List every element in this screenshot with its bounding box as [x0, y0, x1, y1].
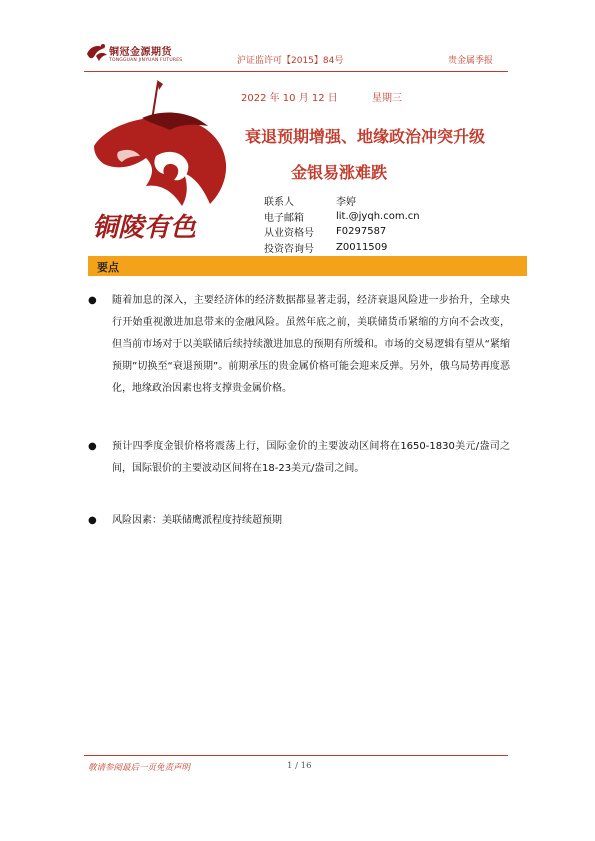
- report-weekday: 星期三: [372, 93, 402, 104]
- contact-row-email: [264, 209, 420, 225]
- contact-label: 联系人: [264, 197, 294, 209]
- contact-value: F0297587: [336, 226, 387, 238]
- artwork-calligraphy: 铜陵有色: [92, 213, 197, 243]
- bullet-icon: ●: [88, 441, 97, 452]
- horse-head-icon: [84, 78, 234, 258]
- bullet-text: 预计四季度金银价格将震荡上行，国际金价的主要波动区间将在1650-1830美元/盎司之间，国际银价的主要波动区间将在18-23美元/盎司之间。: [112, 441, 510, 474]
- report-date: 2022 年 10 月 12 日: [241, 93, 338, 104]
- contact-label: 投资咨询号: [264, 243, 314, 255]
- page-number: 1 / 16: [287, 761, 312, 771]
- contact-block: [264, 193, 420, 255]
- disclaimer-note: 敬请参阅最后一页免责声明: [88, 763, 191, 773]
- key-points-bar: [88, 256, 527, 276]
- contact-row-name: [264, 193, 420, 209]
- header-divider: [84, 71, 508, 72]
- contact-row-advisory: [264, 240, 420, 256]
- footer-divider: [84, 755, 508, 756]
- logo-name-en: TONGGUAN JINYUAN FUTURES: [109, 58, 183, 63]
- contact-label: 从业资格号: [264, 228, 314, 240]
- contact-value: 李婷: [336, 197, 356, 209]
- logo-emblem-icon: [84, 40, 110, 66]
- contact-row-qualification: [264, 224, 420, 240]
- bullet-text: 随着加息的深入，主要经济体的经济数据都显著走弱，经济衰退风险进一步抬升，全球央行开始重视激进加息带来的金融风险。虽然年底之前，美联储货币紧缩的方向不会改变，但当前市场对于以美联储后续持续激进加息的预期有所缓和。市场的交易逻辑有望从“紧缩预期”切换至“衰退预期”。前期承压的贵金属价格可能会迎来反弹。另外，俄乌局势再度恶化，地缘政治因素也将支撑贵金属价格。: [112, 295, 510, 394]
- report-title-line1: 衰退预期增强、地缘政治冲突升级: [245, 127, 486, 146]
- bullet-icon: ●: [88, 515, 97, 526]
- contact-value: Z0011509: [336, 241, 388, 253]
- logo-name-cn: 铜冠金源期货: [109, 47, 172, 58]
- bullet-icon: ●: [88, 295, 97, 306]
- contact-email[interactable]: lit.@jyqh.com.cn: [336, 210, 420, 222]
- license-number: 沪证监许可【2015】84号: [237, 56, 344, 66]
- report-title-line2: 金银易涨难跌: [291, 163, 388, 182]
- bullet-text: 风险因素：美联储鹰派程度持续超预期: [112, 515, 282, 526]
- cover-artwork: [84, 78, 234, 258]
- key-points-heading: 要点: [97, 261, 119, 274]
- contact-label: 电子邮箱: [264, 212, 304, 224]
- report-type: 贵金属季报: [448, 56, 494, 66]
